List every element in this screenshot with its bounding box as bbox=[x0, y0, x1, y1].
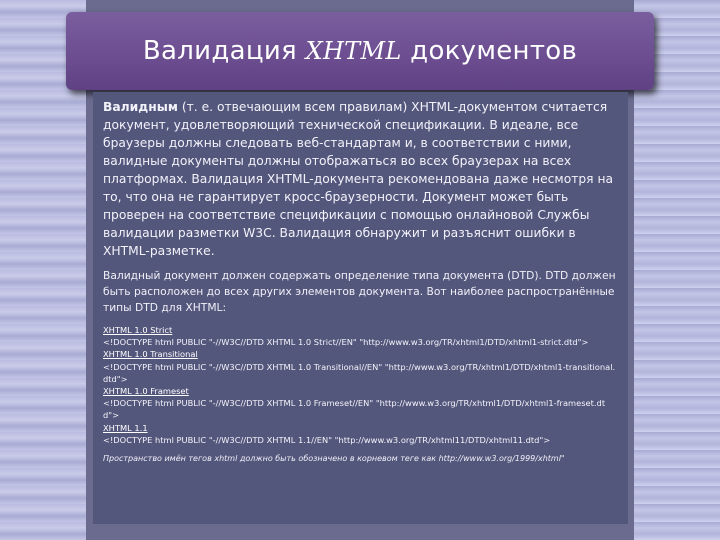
slide-title bbox=[143, 36, 577, 66]
dtd-code-frameset: <!DOCTYPE html PUBLIC "-//W3C//DTD XHTML 1.0 Frameset//EN" "http://www.w3.org/TR/xhtml1/DTD/xhtml1-frameset.dtd"> bbox=[103, 398, 606, 421]
dtd-code-xhtml11: <!DOCTYPE html PUBLIC "-//W3C//DTD XHTML 1.1//EN" "http://www.w3.org/TR/xhtml11/DTD/xhtml11.dtd"> bbox=[103, 434, 551, 445]
intro-text: (т. е. отвечающим всем правилам) XHTML-документом считается документ, удовлетворяющий технической спецификации. В идеале, все браузеры должны следовать веб-стандартам и, в соответствии с ними, валидные документы должны отображаться во всех браузерах на всех платформах. Валидация XHTML-документа рекомендована даже несмотря на то, что она не гарантирует кросс-браузерности. Документ может быть проверен на соответствие спецификации с помощью онлайновой Службы валидации разметки W3C. Валидация обнаружит и разъяснит ошибки в XHTML-разметке. bbox=[103, 100, 614, 258]
intro-paragraph bbox=[103, 98, 618, 260]
title-banner bbox=[66, 12, 654, 90]
content-panel bbox=[93, 92, 628, 524]
slide-title-left: Валидация bbox=[142, 36, 306, 66]
dtd-code-strict: <!DOCTYPE html PUBLIC "-//W3C//DTD XHTML 1.0 Strict//EN" "http://www.w3.org/TR/xhtml1/DTD/xhtml1-strict.dtd"> bbox=[103, 337, 589, 348]
dtd-code-transitional: <!DOCTYPE html PUBLIC "-//W3C//DTD XHTML 1.0 Transitional//EN" "http://www.w3.org/TR/xhtml1/DTD/xhtml1-transitional.dtd"> bbox=[103, 361, 616, 384]
slide-title-xhtml: XHTML bbox=[305, 37, 402, 65]
slide-title-right: документов bbox=[401, 36, 578, 66]
dtd-name-strict[interactable]: XHTML 1.0 Strict bbox=[103, 325, 173, 335]
dtd-name-transitional[interactable]: XHTML 1.0 Transitional bbox=[103, 349, 198, 360]
dtd-list bbox=[103, 324, 618, 446]
dtd-paragraph: Валидный документ должен содержать определение типа документа (DTD). DTD должен быть расположен до всех других элементов документа. Вот наиболее распространённые типы DTD для XHTML: bbox=[103, 269, 616, 314]
namespace-note: Пространство имён тегов xhtml должно быть обозначено в корневом теге как http://www.w3.org/1999/xhtml" bbox=[103, 454, 565, 464]
intro-bold-term: Валидным bbox=[103, 100, 178, 114]
dtd-name-frameset[interactable]: XHTML 1.0 Frameset bbox=[103, 386, 189, 397]
dtd-name-xhtml11[interactable]: XHTML 1.1 bbox=[103, 422, 148, 433]
